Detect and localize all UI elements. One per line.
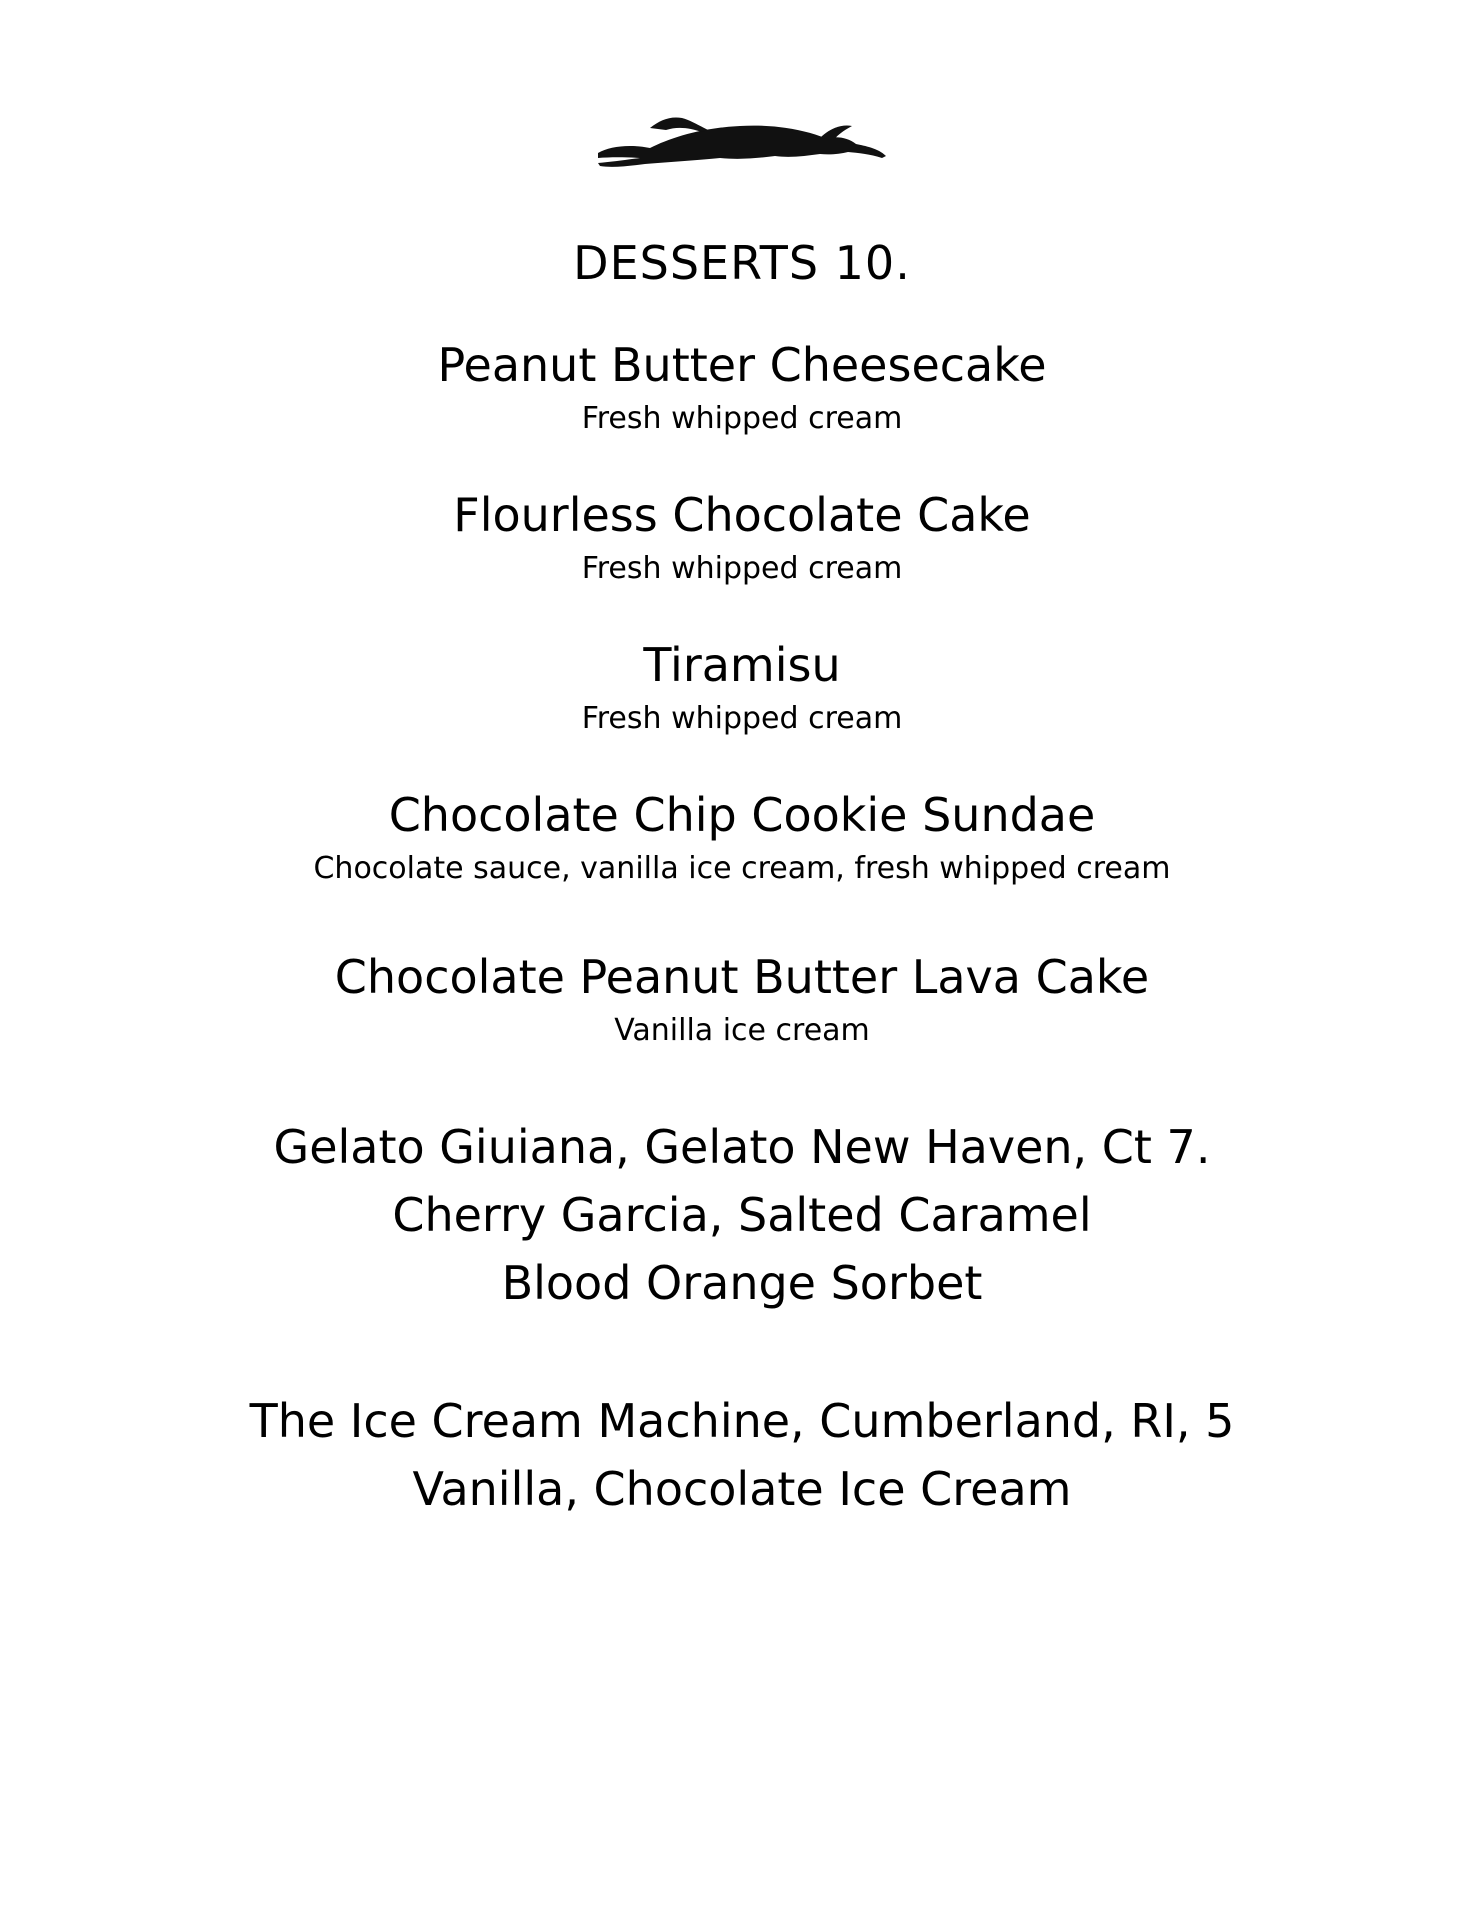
dessert-description-5: Vanilla ice cream <box>614 1013 870 1048</box>
ice-cream-flavors: Vanilla, Chocolate Ice Cream <box>412 1462 1072 1516</box>
dessert-name-2: Flourless Chocolate Cake <box>453 488 1031 542</box>
dessert-description-4: Chocolate sauce, vanilla ice cream, fresh whipped cream <box>313 851 1171 886</box>
menu-title: DESSERTS 10. <box>573 236 911 290</box>
dessert-name-3: Tiramisu <box>643 638 841 692</box>
dessert-description-1: Fresh whipped cream <box>581 401 903 436</box>
dessert-name-1: Peanut Butter Cheesecake <box>437 338 1047 392</box>
gelato-flavors-1: Cherry Garcia, Salted Caramel <box>392 1188 1092 1242</box>
gelato-flavors-2: Blood Orange Sorbet <box>501 1256 983 1310</box>
dessert-name-5: Chocolate Peanut Butter Lava Cake <box>334 950 1150 1004</box>
dessert-description-2: Fresh whipped cream <box>581 551 903 586</box>
dessert-name-4: Chocolate Chip Cookie Sundae <box>388 788 1096 842</box>
gelato-heading: Gelato Giuiana, Gelato New Haven, Ct 7. <box>273 1120 1211 1174</box>
dessert-description-3: Fresh whipped cream <box>581 701 903 736</box>
running-hare-icon <box>590 108 890 172</box>
ice-cream-heading: The Ice Cream Machine, Cumberland, RI, 5 <box>249 1394 1235 1448</box>
